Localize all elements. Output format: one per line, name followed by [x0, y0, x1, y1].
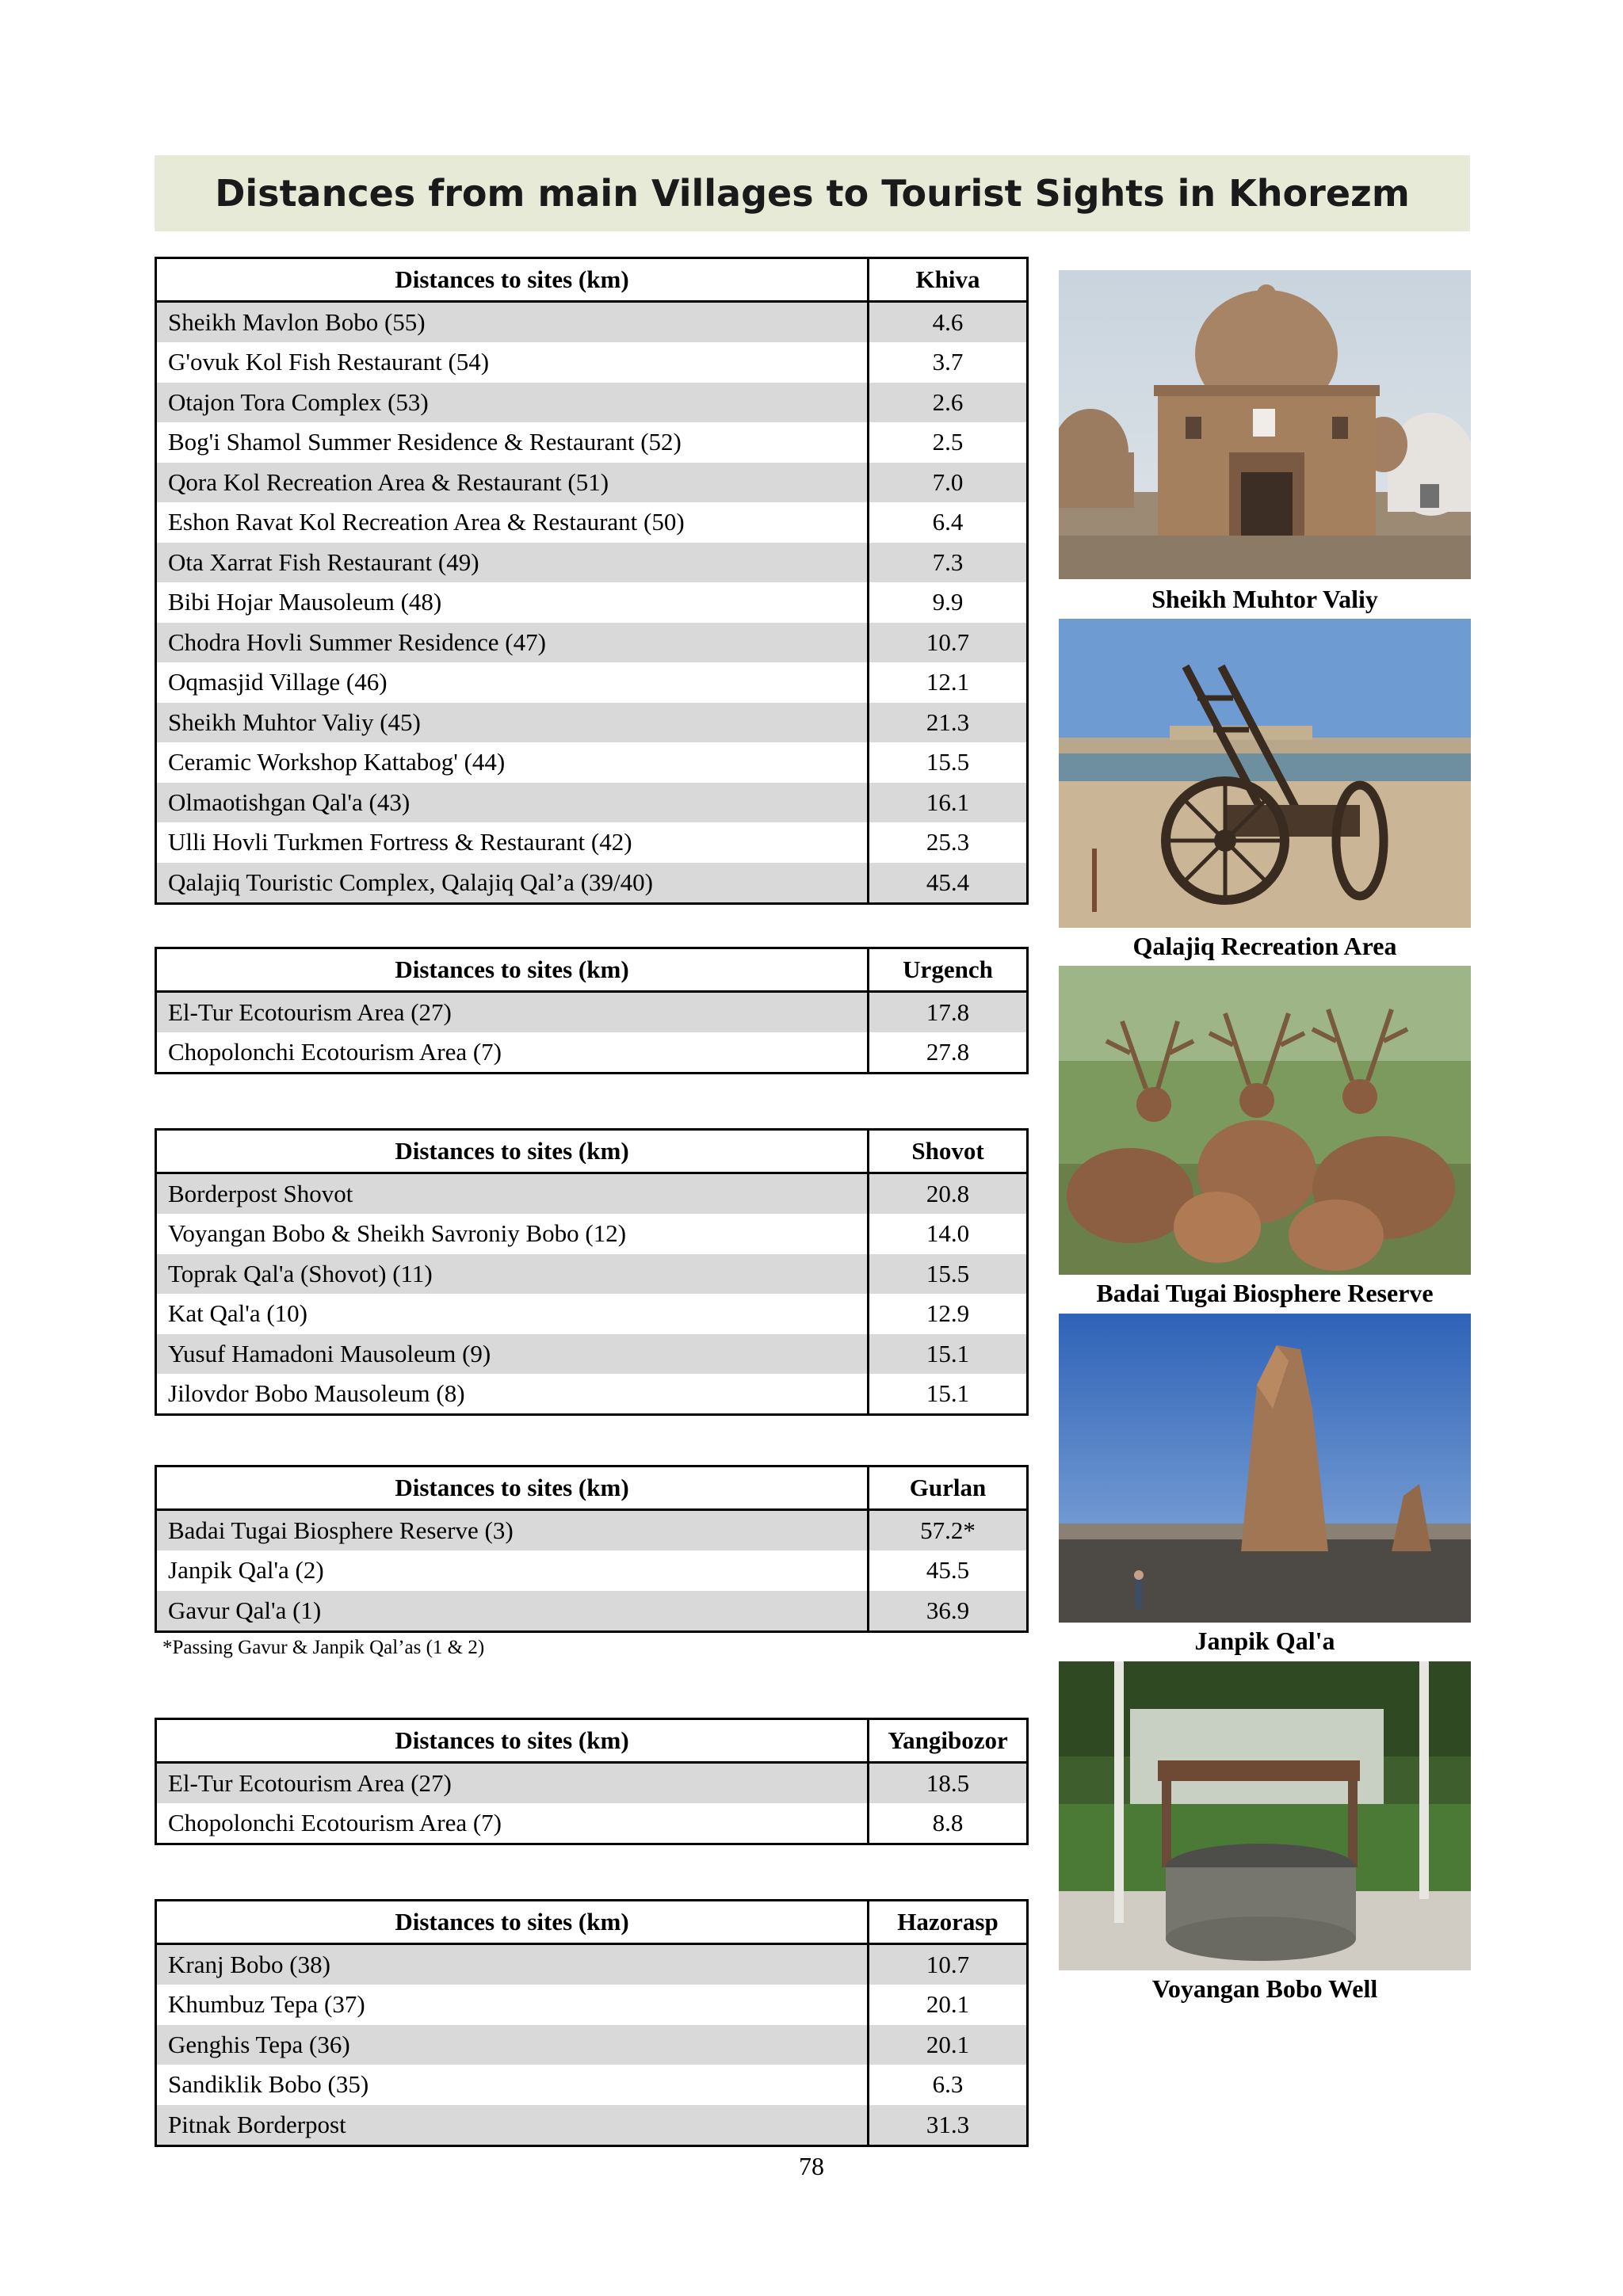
distance-table-yangibozor	[155, 1718, 1029, 1845]
distance-table-khiva	[155, 257, 1029, 905]
table-row	[156, 863, 1028, 904]
table-row	[156, 822, 1028, 863]
table-header-row	[156, 1466, 1028, 1510]
table-header-village: Hazorasp	[869, 1901, 1028, 1944]
site-name: Sheikh Mavlon Bobo (55)	[156, 302, 869, 343]
site-name: Jilovdor Bobo Mausoleum (8)	[156, 1374, 869, 1415]
site-name: Toprak Qal'a (Shovot) (11)	[156, 1254, 869, 1295]
site-name: Eshon Ravat Kol Recreation Area & Restaurant (50)	[156, 502, 869, 543]
table-header-village: Gurlan	[869, 1466, 1028, 1510]
distance-value: 36.9	[869, 1591, 1028, 1632]
table-row	[156, 1254, 1028, 1295]
table-row	[156, 783, 1028, 823]
site-name: Gavur Qal'a (1)	[156, 1591, 869, 1632]
site-name: Bibi Hojar Mausoleum (48)	[156, 582, 869, 623]
distance-value: 10.7	[869, 623, 1028, 663]
distance-value: 45.5	[869, 1550, 1028, 1591]
table-header-row	[156, 258, 1028, 302]
site-name: Kat Qal'a (10)	[156, 1294, 869, 1334]
distance-table-shovot	[155, 1128, 1029, 1416]
table-header-village: Urgench	[869, 948, 1028, 992]
table-row	[156, 1944, 1028, 1985]
table-row	[156, 502, 1028, 543]
distance-value: 15.5	[869, 1254, 1028, 1295]
table-row	[156, 1591, 1028, 1632]
site-name: Chopolonchi Ecotourism Area (7)	[156, 1803, 869, 1844]
table-row	[156, 2025, 1028, 2065]
distance-value: 15.1	[869, 1334, 1028, 1375]
distance-value: 3.7	[869, 342, 1028, 383]
site-name: Kranj Bobo (38)	[156, 1944, 869, 1985]
photo-caption: Voyangan Bobo Well	[1151, 1974, 1378, 2003]
table-row	[156, 1294, 1028, 1334]
distance-value: 27.8	[869, 1032, 1028, 1074]
site-name: Badai Tugai Biosphere Reserve (3)	[156, 1510, 869, 1551]
table-row	[156, 623, 1028, 663]
table-header-row	[156, 948, 1028, 992]
distance-value: 7.0	[869, 463, 1028, 503]
distance-value: 20.1	[869, 1985, 1028, 2025]
distance-value: 57.2*	[869, 1510, 1028, 1551]
distance-value: 6.3	[869, 2065, 1028, 2105]
site-name: El-Tur Ecotourism Area (27)	[156, 992, 869, 1033]
distance-table-urgench	[155, 947, 1029, 1074]
table-header-sites: Distances to sites (km)	[156, 258, 869, 302]
table-row	[156, 992, 1028, 1033]
distance-table-hazorasp	[155, 1899, 1029, 2147]
distance-value: 31.3	[869, 2105, 1028, 2146]
photo-sheikh-muhtor-valiy	[1059, 270, 1471, 579]
table-row	[156, 1803, 1028, 1844]
table-row	[156, 662, 1028, 703]
photo-caption: Badai Tugai Biosphere Reserve	[1096, 1279, 1434, 1307]
photo-caption: Qalajiq Recreation Area	[1132, 932, 1397, 960]
page-number: 78	[799, 2152, 824, 2180]
table-row	[156, 1763, 1028, 1804]
table-row	[156, 1510, 1028, 1551]
site-name: Ota Xarrat Fish Restaurant (49)	[156, 543, 869, 583]
well-illustration	[1059, 1661, 1471, 1970]
site-name: Ceramic Workshop Kattabog' (44)	[156, 742, 869, 783]
distance-value: 9.9	[869, 582, 1028, 623]
site-name: Ulli Hovli Turkmen Fortress & Restaurant (42)	[156, 822, 869, 863]
table-row	[156, 1032, 1028, 1074]
site-name: Pitnak Borderpost	[156, 2105, 869, 2146]
site-name: Oqmasjid Village (46)	[156, 662, 869, 703]
photo-badai-tugai-biosphere-reserve	[1059, 966, 1471, 1275]
site-name: Sheikh Muhtor Valiy (45)	[156, 703, 869, 743]
photo-qalajiq-recreation-area	[1059, 619, 1471, 928]
site-name: Chopolonchi Ecotourism Area (7)	[156, 1032, 869, 1074]
table-row	[156, 422, 1028, 463]
photo-caption: Janpik Qal'a	[1194, 1627, 1335, 1655]
table-row	[156, 1550, 1028, 1591]
page-title: Distances from main Villages to Tourist Sights in Khorezm	[215, 172, 1410, 215]
table-header-village: Shovot	[869, 1130, 1028, 1173]
distance-value: 14.0	[869, 1214, 1028, 1254]
table-row	[156, 302, 1028, 343]
distance-value: 10.7	[869, 1944, 1028, 1985]
site-name: G'ovuk Kol Fish Restaurant (54)	[156, 342, 869, 383]
site-name: Sandiklik Bobo (35)	[156, 2065, 869, 2105]
table-header-sites: Distances to sites (km)	[156, 1130, 869, 1173]
site-name: El-Tur Ecotourism Area (27)	[156, 1763, 869, 1804]
site-name: Yusuf Hamadoni Mausoleum (9)	[156, 1334, 869, 1375]
table-row	[156, 2065, 1028, 2105]
site-name: Borderpost Shovot	[156, 1173, 869, 1215]
distance-value: 18.5	[869, 1763, 1028, 1804]
table-row	[156, 1173, 1028, 1215]
photo-caption: Sheikh Muhtor Valiy	[1151, 585, 1378, 613]
table-row	[156, 463, 1028, 503]
mausoleum-illustration	[1059, 270, 1471, 579]
site-name: Qora Kol Recreation Area & Restaurant (51)	[156, 463, 869, 503]
site-name: Otajon Tora Complex (53)	[156, 383, 869, 423]
table-header-sites: Distances to sites (km)	[156, 948, 869, 992]
table-header-row	[156, 1130, 1028, 1173]
cart-illustration	[1059, 619, 1471, 928]
table-header-row	[156, 1901, 1028, 1944]
table-row	[156, 742, 1028, 783]
site-name: Bog'i Shamol Summer Residence & Restaurant (52)	[156, 422, 869, 463]
fortress-illustration	[1059, 1314, 1471, 1623]
table-header-village: Yangibozor	[869, 1719, 1028, 1763]
distance-value: 15.1	[869, 1374, 1028, 1415]
site-name: Khumbuz Tepa (37)	[156, 1985, 869, 2025]
distance-value: 7.3	[869, 543, 1028, 583]
table-row	[156, 342, 1028, 383]
distance-value: 4.6	[869, 302, 1028, 343]
table-header-sites: Distances to sites (km)	[156, 1466, 869, 1510]
distance-value: 21.3	[869, 703, 1028, 743]
site-name: Qalajiq Touristic Complex, Qalajiq Qal’a (39/40)	[156, 863, 869, 904]
table-row	[156, 2105, 1028, 2146]
table-header-sites: Distances to sites (km)	[156, 1719, 869, 1763]
deer-illustration	[1059, 966, 1471, 1275]
site-name: Voyangan Bobo & Sheikh Savroniy Bobo (12)	[156, 1214, 869, 1254]
table-row	[156, 703, 1028, 743]
site-name: Janpik Qal'a (2)	[156, 1550, 869, 1591]
distance-value: 20.8	[869, 1173, 1028, 1215]
distance-value: 16.1	[869, 783, 1028, 823]
distance-value: 25.3	[869, 822, 1028, 863]
table-row	[156, 582, 1028, 623]
table-row	[156, 1374, 1028, 1415]
table-row	[156, 383, 1028, 423]
table-header-village: Khiva	[869, 258, 1028, 302]
distance-value: 6.4	[869, 502, 1028, 543]
photo-voyangan-bobo-well	[1059, 1661, 1471, 1970]
title-band	[155, 155, 1470, 231]
photo-janpik-qala	[1059, 1314, 1471, 1623]
distance-value: 20.1	[869, 2025, 1028, 2065]
distance-value: 45.4	[869, 863, 1028, 904]
distance-value: 15.5	[869, 742, 1028, 783]
table-row	[156, 1985, 1028, 2025]
table-row	[156, 1334, 1028, 1375]
site-name: Genghis Tepa (36)	[156, 2025, 869, 2065]
table-header-row	[156, 1719, 1028, 1763]
site-name: Olmaotishgan Qal'a (43)	[156, 783, 869, 823]
table-row	[156, 1214, 1028, 1254]
distance-table-gurlan	[155, 1465, 1029, 1633]
distance-value: 2.5	[869, 422, 1028, 463]
distance-value: 12.9	[869, 1294, 1028, 1334]
distance-value: 2.6	[869, 383, 1028, 423]
site-name: Chodra Hovli Summer Residence (47)	[156, 623, 869, 663]
table-row	[156, 543, 1028, 583]
distance-value: 12.1	[869, 662, 1028, 703]
distance-value: 8.8	[869, 1803, 1028, 1844]
footnote: *Passing Gavur & Janpik Qal’as (1 & 2)	[162, 1637, 485, 1658]
table-header-sites: Distances to sites (km)	[156, 1901, 869, 1944]
distance-value: 17.8	[869, 992, 1028, 1033]
